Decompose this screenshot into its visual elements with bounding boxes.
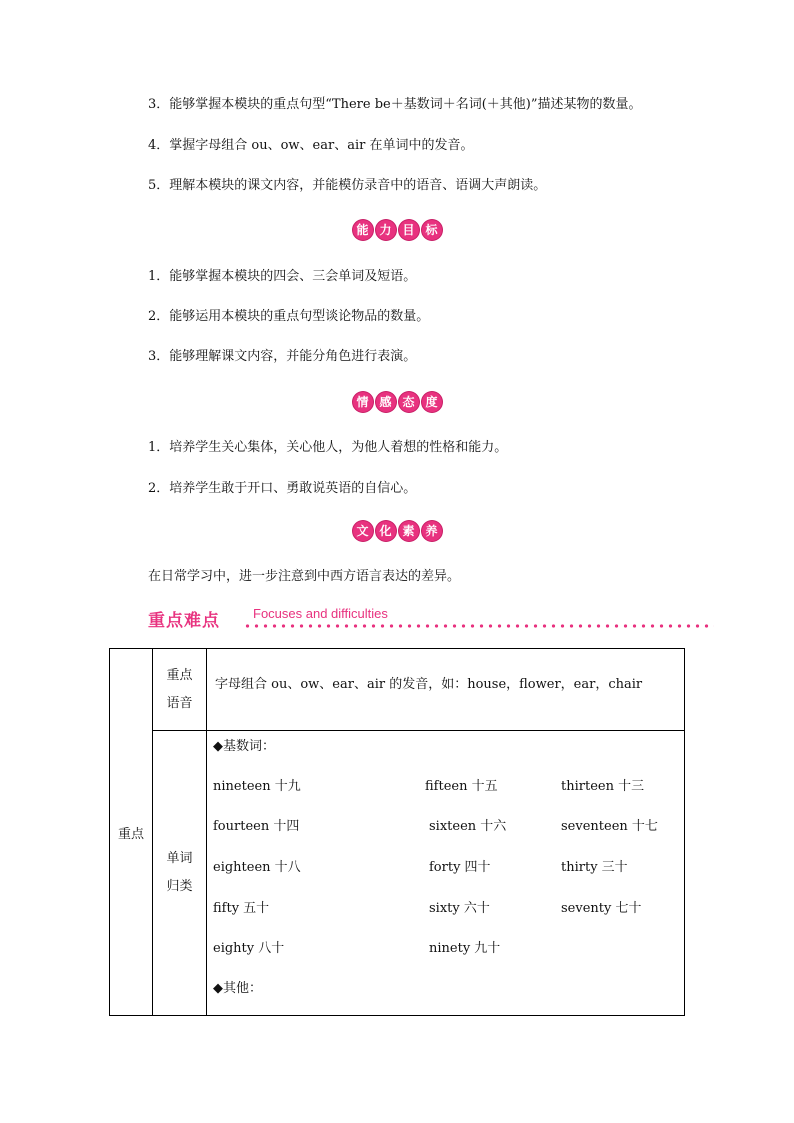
cardinal-word: fifteen 十五 [425, 779, 498, 794]
knowledge-item-4: 4．掌握字母组合 ou、ow、ear、air 在单词中的发音。 [148, 138, 474, 153]
badge-char: 力 [376, 220, 396, 240]
ability-badge [0, 220, 794, 240]
section-title-zh: 重点难点 [148, 611, 220, 631]
vocab-label-line-1: 单词 [166, 851, 193, 866]
cardinal-word: sixty 六十 [429, 901, 490, 916]
vocab-label [153, 731, 207, 1016]
badge-char: 素 [399, 521, 419, 541]
badge-char: 度 [422, 392, 442, 412]
pron-content-cell [207, 649, 685, 731]
knowledge-item-3: 3．能够掌握本模块的重点句型“There be＋基数词＋名词(＋其他)”描述某物的数量。 [148, 97, 642, 112]
badge-char: 能 [353, 220, 373, 240]
cardinal-word: sixteen 十六 [429, 819, 507, 834]
cardinal-word: fourteen 十四 [213, 819, 300, 834]
cardinal-word: ninety 九十 [429, 941, 501, 956]
pron-content: 字母组合 ou、ow、ear、air 的发音，如：house，flower，ear，chair [215, 677, 643, 692]
dotted-rule [243, 623, 714, 629]
badge-char: 态 [399, 392, 419, 412]
badge-char: 养 [422, 521, 442, 541]
pron-label-line-1: 重点 [166, 667, 193, 683]
emotion-item-2: 2．培养学生敢于开口、勇敢说英语的自信心。 [148, 481, 417, 496]
cardinal-word: seventy 七十 [561, 901, 642, 916]
ability-item-3: 3．能够理解课文内容，并能分角色进行表演。 [148, 349, 417, 364]
focus-table [109, 648, 685, 1016]
badge-char: 目 [399, 220, 419, 240]
cardinal-word: seventeen 十七 [561, 819, 658, 834]
badge-char: 感 [376, 392, 396, 412]
badge-char: 情 [353, 392, 373, 412]
badge-char: 化 [376, 521, 396, 541]
cardinal-word: thirteen 十三 [561, 779, 645, 794]
culture-badge [0, 521, 794, 541]
badge-char: 标 [422, 220, 442, 240]
pron-label [153, 649, 207, 731]
others-title: ◆其他： [213, 981, 262, 996]
emotion-badge [0, 392, 794, 412]
pron-label-line-2: 语音 [166, 695, 193, 711]
vocab-content-cell [207, 731, 685, 1016]
knowledge-item-5: 5．理解本模块的课文内容，并能模仿录音中的语音、语调大声朗读。 [148, 178, 547, 193]
cardinal-word: eighty 八十 [213, 941, 285, 956]
ability-item-2: 2．能够运用本模块的重点句型谈论物品的数量。 [148, 309, 430, 324]
culture-item-1: 在日常学习中，进一步注意到中西方语言表达的差异。 [148, 569, 461, 584]
focus-main-label: 重点 [110, 649, 153, 1016]
badge-char: 文 [353, 521, 373, 541]
section-title-en: Focuses and difficulties [253, 606, 388, 621]
ability-item-1: 1．能够掌握本模块的四会、三会单词及短语。 [148, 269, 417, 284]
emotion-item-1: 1．培养学生关心集体，关心他人，为他人着想的性格和能力。 [148, 440, 508, 455]
cardinal-word: eighteen 十八 [213, 860, 301, 875]
vocab-label-line-2: 归类 [166, 879, 193, 894]
section-header [148, 604, 714, 630]
cardinal-word: nineteen 十九 [213, 779, 301, 794]
cardinal-word: forty 四十 [429, 860, 491, 875]
cardinal-title: ◆基数词： [213, 739, 275, 754]
cardinal-word: fifty 五十 [213, 901, 270, 916]
cardinal-word: thirty 三十 [561, 860, 628, 875]
